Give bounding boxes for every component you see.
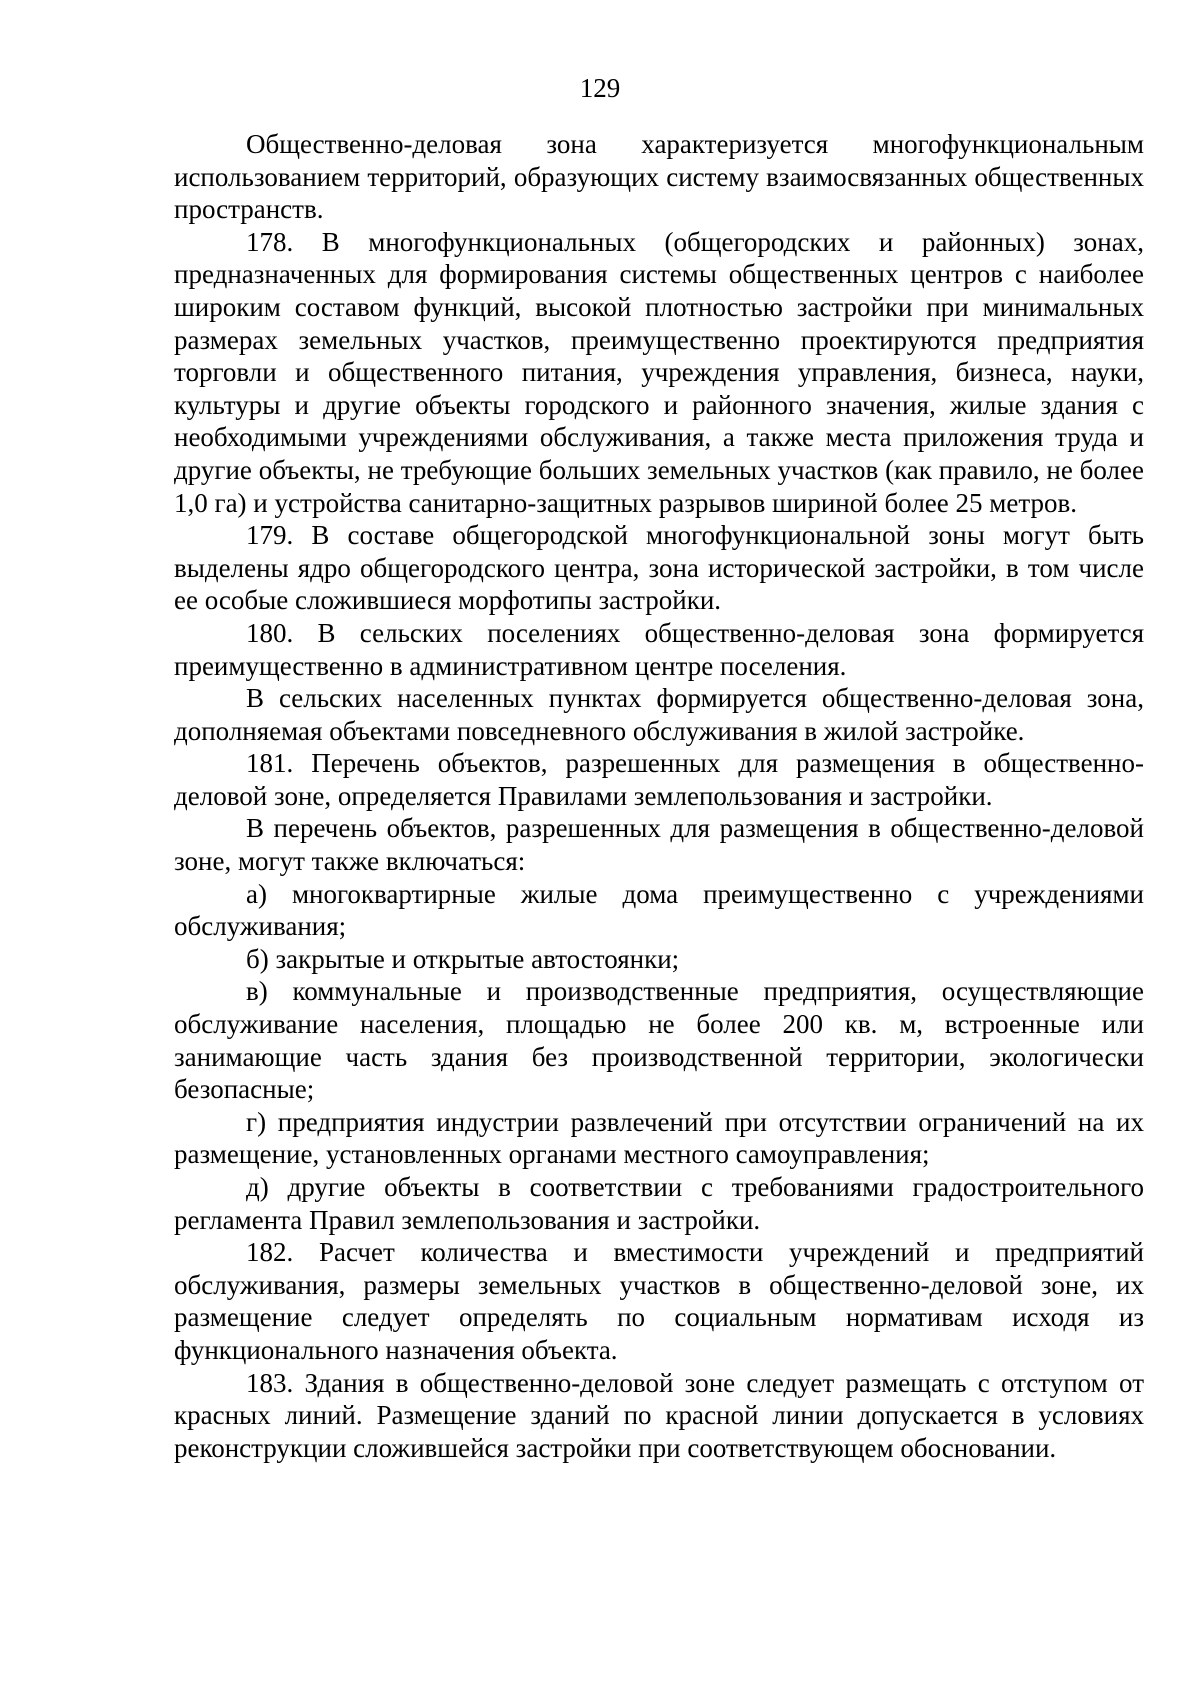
paragraph-182: 182. Расчет количества и вместимости учреждений и предприятий обслуживания, размеры земельных участков в общественно-деловой зоне, их размещение следует определять по социальным нормативам исходя из функционального назначения объекта. [174,1237,1144,1365]
paragraph-178: 178. В многофункциональных (общегородских и районных) зонах, предназначенных для формирования системы общественных центров с наиболее широким составом функций, высокой плотностью застройки при минимальных размерах земельных участков, преимущественно проектируются предприятия торговли и общественного питания, учреждения управления, бизнеса, науки, культуры и другие объекты городского и районного значения, жилые здания с необходимыми учреждениями обслуживания, а также места приложения труда и другие объекты, не требующие больших земельных участков (как правило, не более 1,0 га) и устройства санитарно-защитных разрывов шириной более 25 метров. [174,226,1144,518]
paragraph-180-rural: В сельских населенных пунктах формируется общественно-деловая зона, дополняемая объектами повседневного обслуживания в жилой застройке. [174,683,1144,746]
paragraph-179: 179. В составе общегородской многофункциональной зоны могут быть выделены ядро общегородского центра, зона исторической застройки, в том числе ее особые сложившиеся морфотипы застройки. [174,520,1144,616]
document-body [174,128,1144,1464]
paragraph-183: 183. Здания в общественно-деловой зоне следует размещать с отступом от красных линий. Размещение зданий по красной линии допускается в условиях реконструкции сложившейся застройки при соответствующем обосновании. [174,1367,1144,1463]
paragraph-181: 181. Перечень объектов, разрешенных для размещения в общественно-деловой зоне, определяется Правилами землепользования и застройки. [174,748,1144,811]
list-item-g: г) предприятия индустрии развлечений при отсутствии ограничений на их размещение, установленных органами местного самоуправления; [174,1106,1144,1170]
list-item-v: в) коммунальные и производственные предприятия, осуществляющие обслуживание населения, площадью не более 200 кв. м, встроенные или занимающие часть здания без производственной территории, экологически безопасные; [174,976,1144,1105]
paragraph-intro: Общественно-деловая зона характеризуется многофункциональным использованием территорий, образующих систему взаимосвязанных общественных пространств. [174,129,1144,225]
paragraph-181-list-intro: В перечень объектов, разрешенных для размещения в общественно-деловой зоне, могут также включаться: [174,813,1144,877]
list-item-b: б) закрытые и открытые автостоянки; [246,943,680,974]
list-item-d: д) другие объекты в соответствии с требованиями градостроительного регламента Правил землепользования и застройки. [174,1172,1144,1235]
page-number: 129 [579,73,621,103]
paragraph-180: 180. В сельских поселениях общественно-деловая зона формируется преимущественно в административном центре поселения. [174,617,1144,681]
list-item-a: а) многоквартирные жилые дома преимущественно с учреждениями обслуживания; [174,878,1144,942]
